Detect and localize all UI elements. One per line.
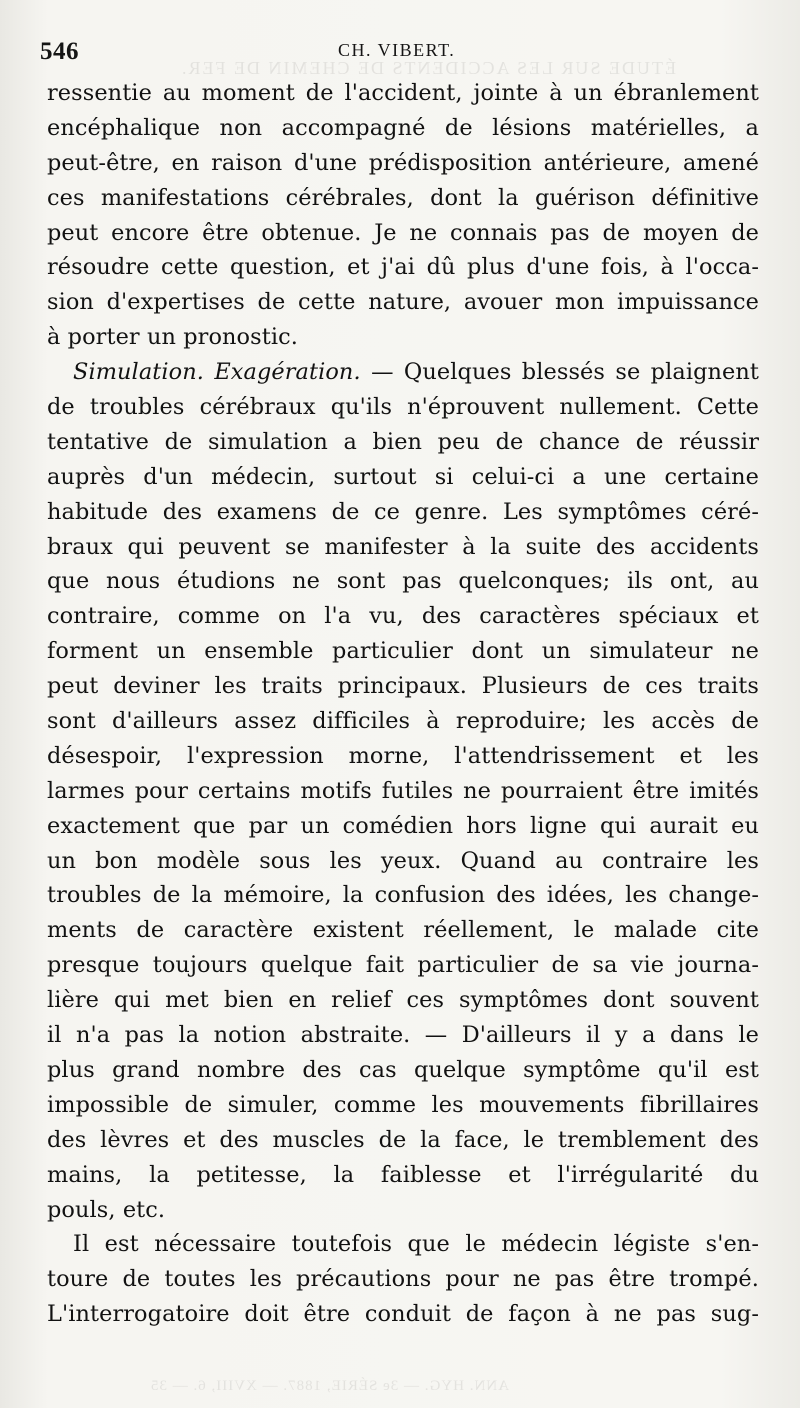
running-title: CH. VIBERT.: [338, 40, 456, 60]
bleed-through-footer: ANN. HYG. — 3e SÉRIE, 1887. — XVIII, 6. — 35: [150, 1378, 509, 1394]
text-line: auprès d'un médecin, surtout si celui-ci a une certaine: [47, 463, 759, 490]
section-heading-line: [47, 355, 759, 390]
running-head: [40, 38, 760, 68]
text-line: Il est nécessaire toutefois que le médecin légiste s'en-: [73, 1231, 759, 1258]
text-line: pouls, etc.: [47, 1196, 166, 1223]
text-line: que nous étudions ne sont pas quelconques; ils ont, au: [47, 568, 759, 595]
text-line: plus grand nombre des cas quelque symptôme qu'il est: [47, 1056, 759, 1083]
text-line: désespoir, l'expression morne, l'attendrissement et les: [47, 742, 759, 769]
text-line: sont d'ailleurs assez difficiles à reproduire; les accès de: [47, 708, 759, 735]
text-line: sion d'expertises de cette nature, avouer mon impuissance: [47, 289, 759, 316]
text-line: troubles de la mémoire, la confusion des idées, les change-: [47, 882, 759, 909]
page-number: 546: [40, 38, 79, 65]
bleed-through-header: ÉTUDE SUR LES ACCIDENTS DE CHEMIN DE FER.: [180, 58, 677, 78]
text-line: habitude des examens de ce genre. Les symptômes céré-: [47, 498, 759, 525]
body-text: [47, 76, 759, 1332]
text-line: ressentie au moment de l'accident, jointe à un ébranlement: [47, 80, 759, 106]
section-heading: Simulation. Exagération.: [73, 359, 361, 386]
text-line: forment un ensemble particulier dont un simulateur ne: [47, 638, 759, 665]
text-line: lière qui met bien en relief ces symptômes dont souvent: [47, 987, 759, 1014]
text-line: ments de caractère existent réellement, le malade cite: [47, 917, 759, 944]
text-line: encéphalique non accompagné de lésions matérielles, a: [47, 114, 759, 141]
text-line: peut encore être obtenue. Je ne connais pas de moyen de: [47, 219, 759, 246]
text-line: peut-être, en raison d'une prédisposition antérieure, amené: [47, 149, 759, 176]
text-line: presque toujours quelque fait particulier de sa vie journa-: [47, 952, 759, 979]
text-line: exactement que par un comédien hors ligne qui aurait eu: [47, 812, 759, 839]
text-line: résoudre cette question, et j'ai dû plus d'une fois, à l'occa-: [47, 254, 759, 281]
text-line: peut deviner les traits principaux. Plusieurs de ces traits: [47, 673, 759, 700]
text-line: à porter un pronostic.: [47, 324, 298, 351]
text-line: il n'a pas la notion abstraite. — D'ailleurs il y a dans le: [47, 1022, 759, 1049]
text-line: toure de toutes les précautions pour ne pas être trompé.: [47, 1266, 759, 1293]
text-line: des lèvres et des muscles de la face, le tremblement des: [47, 1126, 759, 1153]
text-line: contraire, comme on l'a vu, des caractères spéciaux et: [47, 603, 759, 630]
text-line: L'interrogatoire doit être conduit de façon à ne pas sug-: [47, 1301, 759, 1328]
text-line: ces manifestations cérébrales, dont la guérison définitive: [47, 184, 759, 211]
text-line: de troubles cérébraux qu'ils n'éprouvent nullement. Cette: [47, 394, 759, 421]
text-line: tentative de simulation a bien peu de chance de réussir: [47, 428, 759, 455]
text-line: larmes pour certains motifs futiles ne pourraient être imités: [47, 777, 759, 804]
text-line: un bon modèle sous les yeux. Quand au contraire les: [47, 847, 759, 874]
text-line: mains, la petitesse, la faiblesse et l'irrégularité du: [47, 1161, 759, 1188]
text-line: impossible de simuler, comme les mouvements fibrillaires: [47, 1091, 759, 1118]
text-line-continuation: — Quelques blessés se plaignent: [371, 359, 759, 386]
text-line: braux qui peuvent se manifester à la suite des accidents: [47, 533, 759, 560]
